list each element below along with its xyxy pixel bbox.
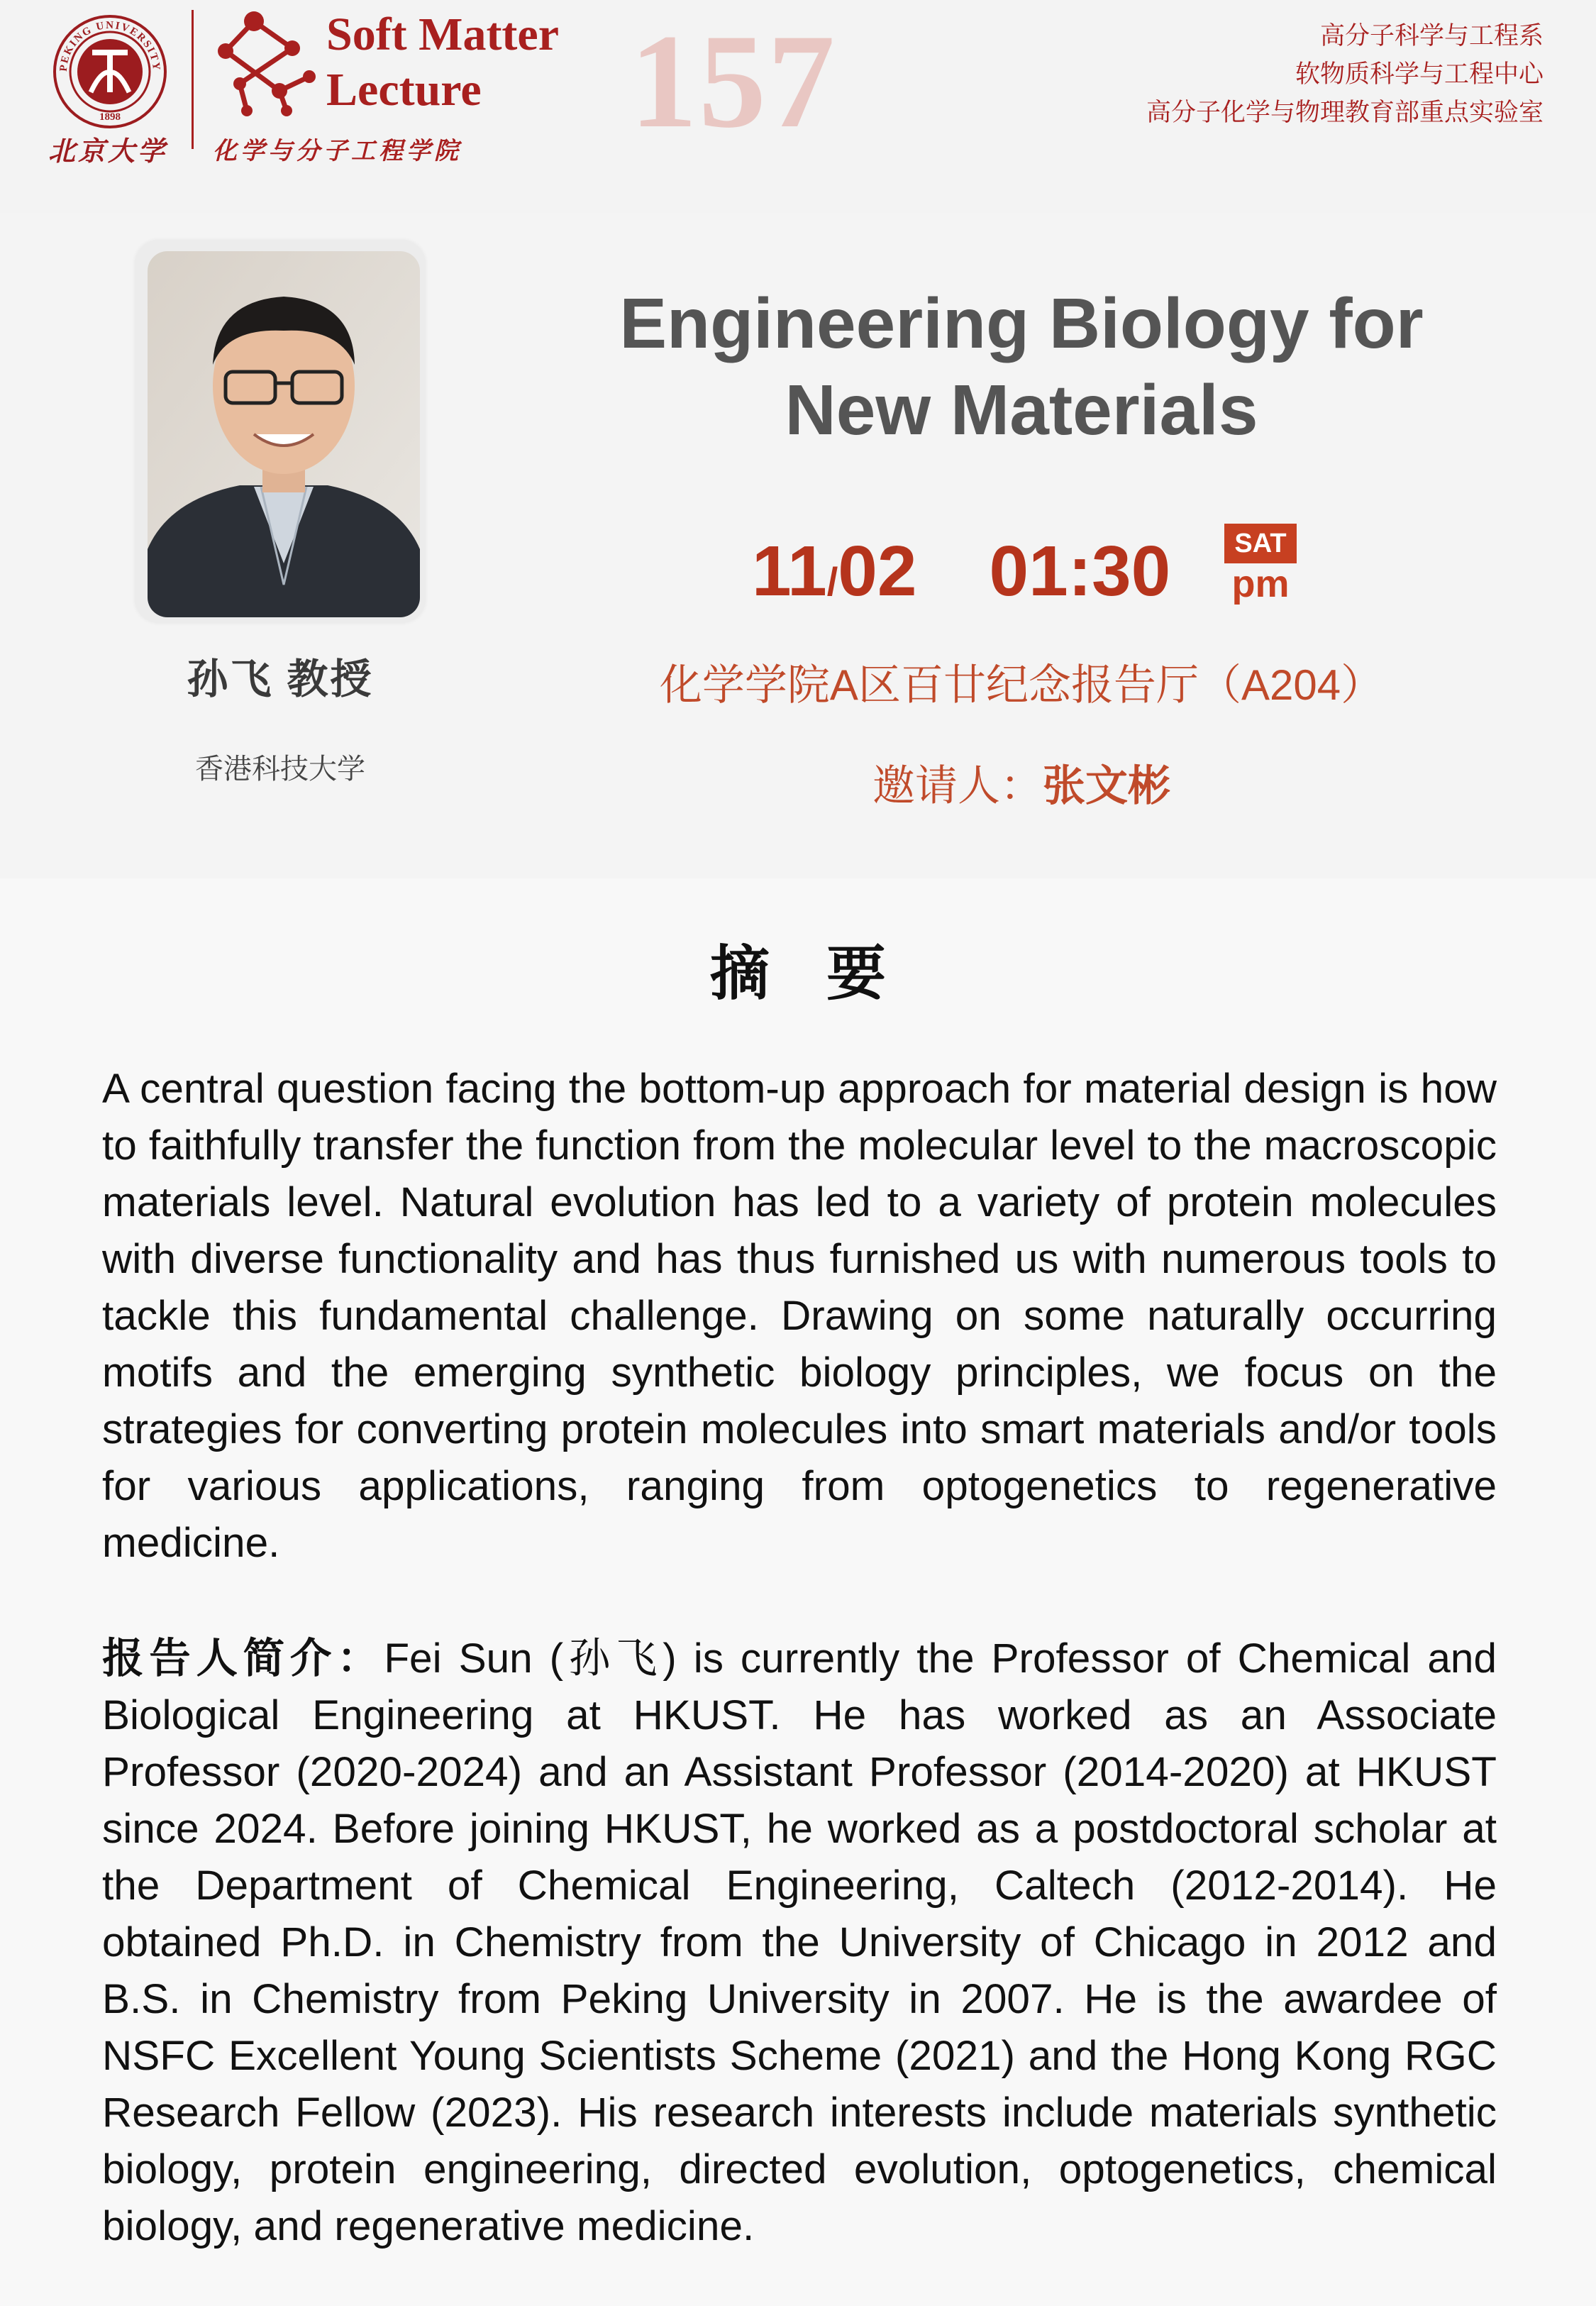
series-title bbox=[326, 7, 559, 118]
pku-seal-logo bbox=[52, 14, 167, 129]
inviter bbox=[511, 752, 1532, 813]
speaker-affiliation: 香港科技大学 bbox=[195, 754, 365, 785]
weekday-badge: SAT bbox=[1224, 524, 1297, 563]
speaker-photo bbox=[148, 251, 420, 617]
svg-text:PEKING UNIVERSITY: PEKING UNIVERSITY bbox=[57, 19, 162, 72]
date-separator: / bbox=[826, 559, 838, 604]
lecture-number: 157 bbox=[630, 7, 836, 156]
talk-title bbox=[511, 280, 1532, 453]
university-name: 北京大学 bbox=[48, 135, 168, 167]
svg-text:1898: 1898 bbox=[99, 111, 121, 123]
bio-text: Fei Sun (孙飞) is currently the Professor of Chemical and Biological Engineering at HKUST. He has worked as an Associate Professor (2020-2024) and an Assistant Professor (2014-2020) at HKUST since 2024. Before joining HKUST, he worked as a postdoctoral scholar at the Department of Chemical Engineering, Caltech (2012-2014). He obtained Ph.D. in Chemistry from the University of Chicago in 2012 and B.S. in Chemistry from Peking University in 2007. He is the awardee of NSFC Excellent Young Scientists Scheme (2021) and the Hong Kong RGC Research Fellow (2023). His research interests include materials synthetic biology, protein engineering, directed evolution, optogenetics, chemical biology, and regenerative medicine. bbox=[102, 1635, 1497, 2249]
speaker-bio bbox=[102, 1631, 1497, 2255]
header-divider bbox=[192, 10, 194, 149]
abstract-body: A central question facing the bottom-up approach for material design is how to faithfully transfer the function from the molecular level to the macroscopic materials level. Natural evolution has led to a variety of protein molecules with diverse functionality and has thus furnished us with numerous tools to tackle this fundamental challenge. Drawing on some naturally occurring motifs and the emerging synthetic biology principles, we focus on the strategies for converting protein molecules into smart materials and/or tools for various applications, ranging from optogenetics to regenerative medicine. bbox=[102, 1066, 1497, 1566]
talk-day: 02 bbox=[838, 531, 917, 611]
inviter-label: 邀请人： bbox=[872, 762, 1043, 810]
department-line: 高分子科学与工程系 bbox=[1319, 22, 1544, 50]
ampm-label: pm bbox=[1231, 563, 1290, 605]
series-title-line1: Soft Matter bbox=[326, 9, 560, 60]
talk-title-line1: Engineering Biology for bbox=[619, 284, 1424, 363]
venue: 化学学院A区百廿纪念报告厅（A204） bbox=[659, 661, 1384, 709]
department-line: 软物质科学与工程中心 bbox=[1295, 60, 1544, 88]
speaker-name: 孙飞 教授 bbox=[187, 656, 374, 702]
abstract-heading: 摘要 bbox=[709, 940, 943, 1007]
talk-title-line2: New Materials bbox=[785, 370, 1258, 450]
bio-label: 报告人简介： bbox=[102, 1635, 384, 1682]
series-title-line2: Lecture bbox=[326, 64, 482, 116]
talk-month: 11 bbox=[752, 531, 827, 611]
department-list bbox=[1146, 17, 1544, 132]
soft-matter-molecule-logo bbox=[213, 7, 318, 118]
header bbox=[0, 0, 1596, 213]
date-time bbox=[752, 529, 1170, 624]
college-name: 化学与分子工程学院 bbox=[213, 137, 462, 165]
talk-time: 01:30 bbox=[989, 531, 1171, 611]
inviter-name: 张文彬 bbox=[1043, 762, 1170, 810]
department-line: 高分子化学与物理教育部重点实验室 bbox=[1146, 99, 1544, 126]
